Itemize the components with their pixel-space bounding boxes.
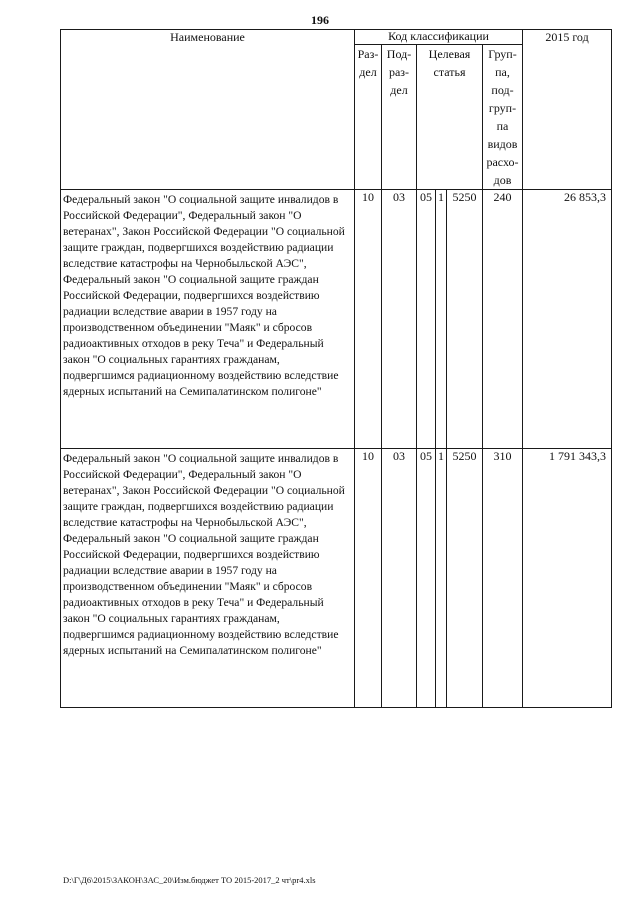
header-subsection-line: дел <box>390 83 408 97</box>
header-section <box>355 45 382 190</box>
budget-table <box>60 29 612 708</box>
header-name: Наименование <box>61 30 355 190</box>
header-subsection <box>382 45 417 190</box>
header-expense-line: видов <box>487 137 518 151</box>
header-expense-line: па <box>496 119 509 133</box>
header-target-line: Целевая <box>428 47 471 61</box>
row-name-cell <box>61 190 355 449</box>
row-target-b: 1 <box>436 190 447 449</box>
row-subsection: 03 <box>382 190 417 449</box>
row-amount: 1 791 343,3 <box>523 449 612 708</box>
header-expense-line: груп- <box>488 101 517 115</box>
row-name: Федеральный закон "О социальной защите инвалидов в Российской Федерации", Федеральный закон "О ветеранах", Закон Российской Федерации "О социальной защите граждан, подвергшихся воздействию радиации вследствие катастрофы на Чернобыльской АЭС", Федеральный закон "О социальной защите граждан Российской Федерации, подвергшихся воздействию радиации вследствие аварии в 1957 году на производственном объединении "Маяк" и сбросов радиоактивных отходов в реку Теча" и Федеральный закон "О социальных гарантиях гражданам, подвергшимся радиационному воздействию вследствие ядерных испытаний на Семипалатинском полигоне" <box>63 452 345 657</box>
header-subsection-line: раз- <box>388 65 410 79</box>
header-row-top <box>61 30 612 45</box>
row-section: 10 <box>355 449 382 708</box>
header-subsection-line: Под- <box>386 47 412 61</box>
header-section-line: Раз- <box>357 47 379 61</box>
header-year: 2015 год <box>523 30 612 190</box>
row-target-c: 5250 <box>447 190 483 449</box>
row-name-cell <box>61 449 355 708</box>
row-name: Федеральный закон "О социальной защите инвалидов в Российской Федерации", Федеральный закон "О ветеранах", Закон Российской Федерации "О социальной защите граждан, подвергшихся воздействию радиации вследствие катастрофы на Чернобыльской АЭС", Федеральный закон "О социальной защите граждан Российской Федерации, подвергшихся воздействию радиации вследствие аварии в 1957 году на производственном объединении "Маяк" и сбросов радиоактивных отходов в реку Теча" и Федеральный закон "О социальных гарантиях гражданам, подвергшимся радиационному воздействию вследствие ядерных испытаний на Семипалатинском полигоне" <box>63 193 345 398</box>
header-target-article <box>417 45 483 190</box>
header-target-line: статья <box>433 65 466 79</box>
footer-file-path: D:\Г\Д6\2015\ЗАКОН\ЗАС_20\Изм.бюджет ТО 2015-2017_2 чт\pr4.xls <box>63 875 316 885</box>
row-target-c: 5250 <box>447 449 483 708</box>
table-row <box>61 190 612 449</box>
row-expense-group: 310 <box>483 449 523 708</box>
header-classification: Код классификации <box>355 30 523 45</box>
page-number: 196 <box>311 13 329 27</box>
header-expense-line: дов <box>493 173 512 187</box>
row-target-a: 05 <box>417 449 436 708</box>
header-expense-line: Груп- <box>488 47 517 61</box>
row-subsection: 03 <box>382 449 417 708</box>
row-section: 10 <box>355 190 382 449</box>
row-target-a: 05 <box>417 190 436 449</box>
header-expense-group <box>483 45 523 190</box>
table-row <box>61 449 612 708</box>
row-amount: 26 853,3 <box>523 190 612 449</box>
row-target-b: 1 <box>436 449 447 708</box>
header-expense-line: па, <box>495 65 510 79</box>
header-expense-line: под- <box>491 83 514 97</box>
header-section-line: дел <box>359 65 377 79</box>
row-expense-group: 240 <box>483 190 523 449</box>
header-expense-line: расхо- <box>486 155 519 169</box>
